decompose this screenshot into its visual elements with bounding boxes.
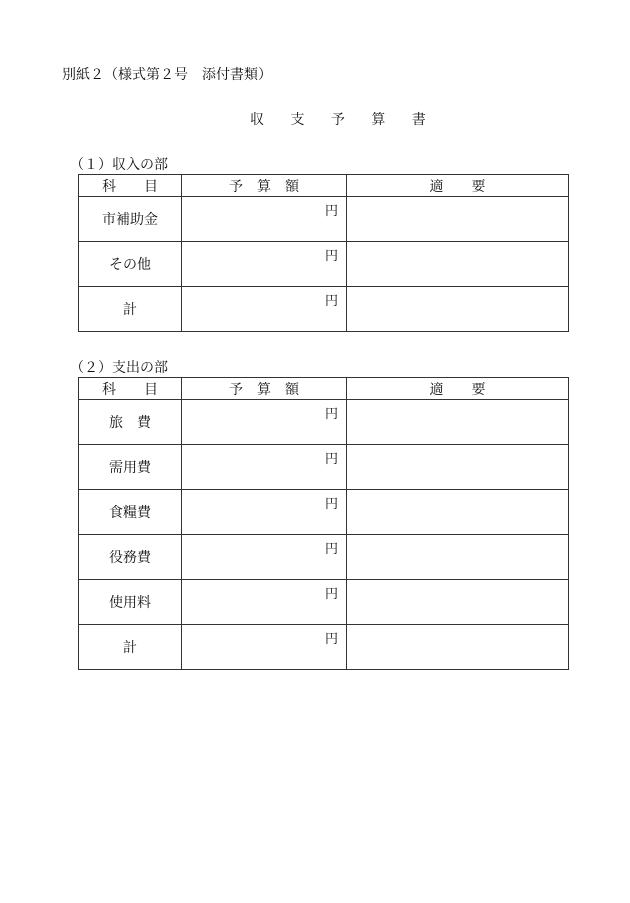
item-cell: 需用費 [79,445,182,490]
remarks-cell[interactable] [347,242,569,287]
remarks-cell[interactable] [347,400,569,445]
remarks-header: 適 要 [347,175,569,197]
income-section-label: （１）収入の部 [70,157,168,173]
amount-cell[interactable] [182,535,347,580]
amount-cell[interactable] [182,400,347,445]
amount-cell[interactable] [182,287,347,332]
table-row [79,445,569,490]
table-row [79,287,569,332]
yen-unit: 円 [324,497,338,512]
remarks-cell[interactable] [347,625,569,670]
table-row [79,580,569,625]
remarks-cell[interactable] [347,287,569,332]
item-cell: 市補助金 [79,197,182,242]
item-cell: 旅 費 [79,400,182,445]
item-header: 科 目 [79,175,182,197]
table-row [79,625,569,670]
table-row [79,242,569,287]
amount-cell[interactable] [182,242,347,287]
remarks-cell[interactable] [347,490,569,535]
remarks-cell[interactable] [347,535,569,580]
remarks-cell[interactable] [347,445,569,490]
table-row [79,400,569,445]
table-row [79,535,569,580]
remarks-cell[interactable] [347,197,569,242]
amount-header: 予 算 額 [182,378,347,400]
yen-unit: 円 [324,587,338,602]
amount-cell[interactable] [182,445,347,490]
table-row [79,197,569,242]
yen-unit: 円 [324,294,338,309]
yen-unit: 円 [324,407,338,422]
yen-unit: 円 [324,452,338,467]
item-cell: 食糧費 [79,490,182,535]
remarks-header: 適 要 [347,378,569,400]
item-cell: 計 [79,287,182,332]
item-cell: 役務費 [79,535,182,580]
amount-header: 予 算 額 [182,175,347,197]
yen-unit: 円 [324,542,338,557]
item-header: 科 目 [79,378,182,400]
amount-cell[interactable] [182,490,347,535]
income-header-row [79,175,569,197]
annex-label: 別紙２（様式第２号 添付書類） [62,67,272,83]
item-cell: 計 [79,625,182,670]
expense-section-label: （２）支出の部 [70,360,168,376]
item-cell: その他 [79,242,182,287]
table-row [79,490,569,535]
item-cell: 使用料 [79,580,182,625]
amount-cell[interactable] [182,197,347,242]
yen-unit: 円 [324,632,338,647]
income-table [78,174,569,332]
expense-header-row [79,378,569,400]
yen-unit: 円 [324,249,338,264]
amount-cell[interactable] [182,580,347,625]
document-title: 収 支 予 算 書 [250,112,437,128]
yen-unit: 円 [324,204,338,219]
expense-table [78,377,569,670]
amount-cell[interactable] [182,625,347,670]
remarks-cell[interactable] [347,580,569,625]
